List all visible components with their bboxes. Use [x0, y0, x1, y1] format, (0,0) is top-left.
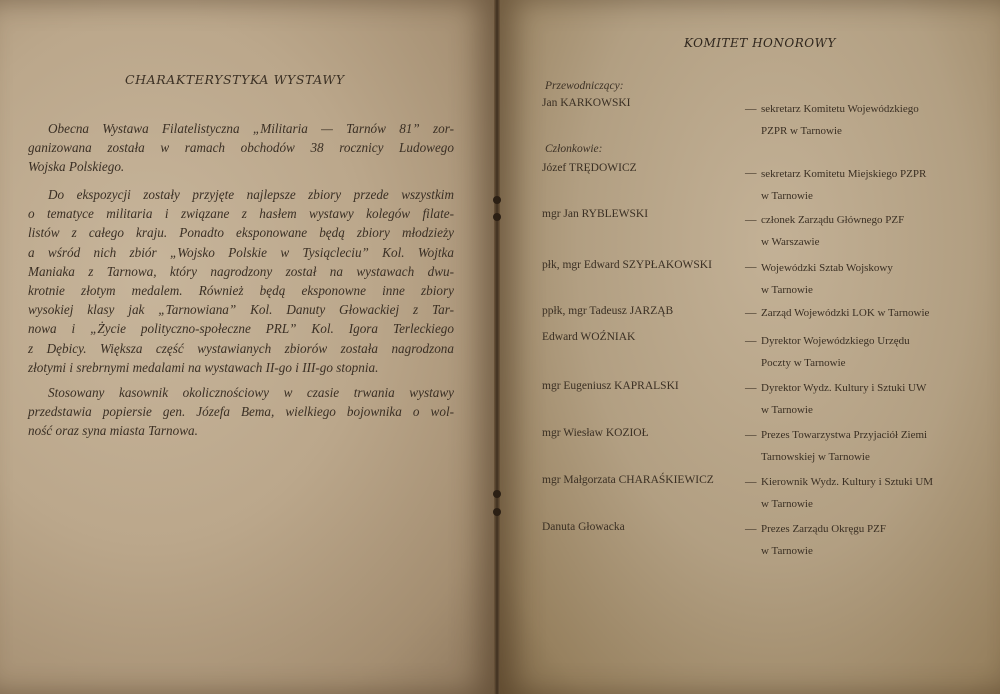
- text-line: wysokiej klasy jak „Tarnowiana” Kol. Danuty Głowackiej z Tar-: [28, 302, 454, 318]
- function-line: w Tarnowie: [761, 545, 813, 557]
- text-line: z Dębicy. Większa część wystawianych zbiorów została nagrodzona: [28, 340, 454, 356]
- member-function: [761, 377, 926, 421]
- left-page-title: CHARAKTERYSTYKA WYSTAWY: [125, 72, 345, 87]
- member-name: Jan KARKOWSKI: [542, 97, 631, 109]
- member-dash: —: [745, 261, 757, 273]
- function-line: Poczty w Tarnowie: [761, 357, 846, 369]
- member-dash: —: [745, 382, 757, 394]
- member-dash: —: [745, 307, 757, 319]
- binding-stitch: [493, 508, 501, 516]
- member-name: mgr Małgorzata CHARAŚKIEWICZ: [542, 474, 714, 486]
- member-function: [761, 163, 926, 207]
- member-function: [761, 209, 904, 253]
- function-line: w Tarnowie: [761, 498, 813, 510]
- left-page: [0, 0, 497, 694]
- member-dash: —: [745, 103, 757, 115]
- member-name: płk, mgr Edward SZYPŁAKOWSKI: [542, 259, 712, 271]
- text-line: złotymi i srebrnymi medalami na wystawach II-go i III-go stopnia.: [28, 359, 379, 375]
- function-line: w Tarnowie: [761, 190, 813, 202]
- function-line: Dyrektor Wydz. Kultury i Sztuki UW: [761, 382, 927, 394]
- function-line: w Tarnowie: [761, 284, 813, 296]
- member-dash: —: [745, 167, 757, 179]
- function-line: sekretarz Komitetu Miejskiego PZPR: [761, 168, 927, 180]
- function-line: Zarząd Wojewódzki LOK w Tarnowie: [761, 307, 930, 319]
- function-line: Wojewódzki Sztab Wojskowy: [761, 262, 893, 274]
- function-line: Dyrektor Wojewódzkiego Urzędu: [761, 335, 910, 347]
- paragraph-collections: [28, 185, 454, 377]
- members-label: Członkowie:: [545, 143, 603, 155]
- text-line: krotnie złotym medalem. Również będą eksponowne inne zbiory: [28, 283, 454, 299]
- text-line: przedstawia popiersie gen. Józefa Bema, wielkiego bojownika o wol-: [28, 404, 454, 420]
- member-function: [761, 98, 919, 142]
- chair-label: Przewodniczący:: [545, 80, 624, 92]
- text-line: listów z całego kraju. Ponadto eksponowane będą zbiory młodzieży: [28, 225, 454, 241]
- member-name: Edward WOŹNIAK: [542, 331, 636, 343]
- function-line: PZPR w Tarnowie: [761, 125, 842, 137]
- member-function: [761, 518, 886, 562]
- member-dash: —: [745, 429, 757, 441]
- function-line: w Warszawie: [761, 236, 820, 248]
- paragraph-postmark: [28, 383, 454, 441]
- function-line: Tarnowskiej w Tarnowie: [761, 451, 870, 463]
- paragraph-intro: [28, 119, 454, 177]
- text-line: nowa i „Życie polityczno-społeczne PRL” Kol. Igora Terleckiego: [28, 321, 454, 337]
- text-line: a wśród nich zbiór „Wojsko Polskie w Tysiącleciu” Kol. Wojtka: [28, 244, 454, 260]
- binding-stitch: [493, 196, 501, 204]
- function-line: w Tarnowie: [761, 404, 813, 416]
- member-function: [761, 257, 893, 301]
- member-name: ppłk, mgr Tadeusz JARZĄB: [542, 305, 674, 317]
- text-line: ność oraz syna miasta Tarnowa.: [28, 423, 198, 439]
- member-name: Józef TRĘDOWICZ: [542, 162, 637, 174]
- member-function: [761, 471, 933, 515]
- member-name: mgr Eugeniusz KAPRALSKI: [542, 380, 679, 392]
- book-spine: [494, 0, 500, 694]
- member-name: mgr Jan RYBLEWSKI: [542, 208, 649, 220]
- function-line: członek Zarządu Głównego PZF: [761, 214, 905, 226]
- member-function: [761, 330, 910, 374]
- text-line: o tematyce militaria i związane z hasłem wystawy kolegów filate-: [28, 206, 454, 222]
- member-dash: —: [745, 214, 757, 226]
- text-line: Wojska Polskiego.: [28, 159, 125, 175]
- text-line: Do ekspozycji zostały przyjęte najlepsze zbiory przede wszystkim: [48, 187, 454, 202]
- text-line: ganizowana została w ramach obchodów 38 rocznicy Ludowego: [28, 140, 454, 156]
- function-line: sekretarz Komitetu Wojewódzkiego: [761, 103, 919, 115]
- text-line: Obecna Wystawa Filatelistyczna „Militaria — Tarnów 81” zor-: [48, 121, 454, 136]
- member-name: mgr Wiesław KOZIOŁ: [542, 427, 649, 439]
- member-dash: —: [745, 523, 757, 535]
- member-dash: —: [745, 335, 757, 347]
- function-line: Kierownik Wydz. Kultury i Sztuki UM: [761, 476, 934, 488]
- member-function: [761, 424, 927, 468]
- member-dash: —: [745, 476, 757, 488]
- function-line: Prezes Towarzystwa Przyjaciół Ziemi: [761, 429, 928, 441]
- text-line: Maniaka z Tarnowa, który nagrodzony został na wystawach dwu-: [28, 263, 454, 279]
- right-page-title: KOMITET HONOROWY: [684, 36, 836, 50]
- binding-stitch: [493, 490, 501, 498]
- binding-stitch: [493, 213, 501, 221]
- text-line: Stosowany kasownik okolicznościowy w czasie trwania wystawy: [48, 385, 454, 400]
- member-name: Danuta Głowacka: [542, 521, 625, 533]
- function-line: Prezes Zarządu Okręgu PZF: [761, 523, 886, 535]
- member-function: [761, 302, 929, 324]
